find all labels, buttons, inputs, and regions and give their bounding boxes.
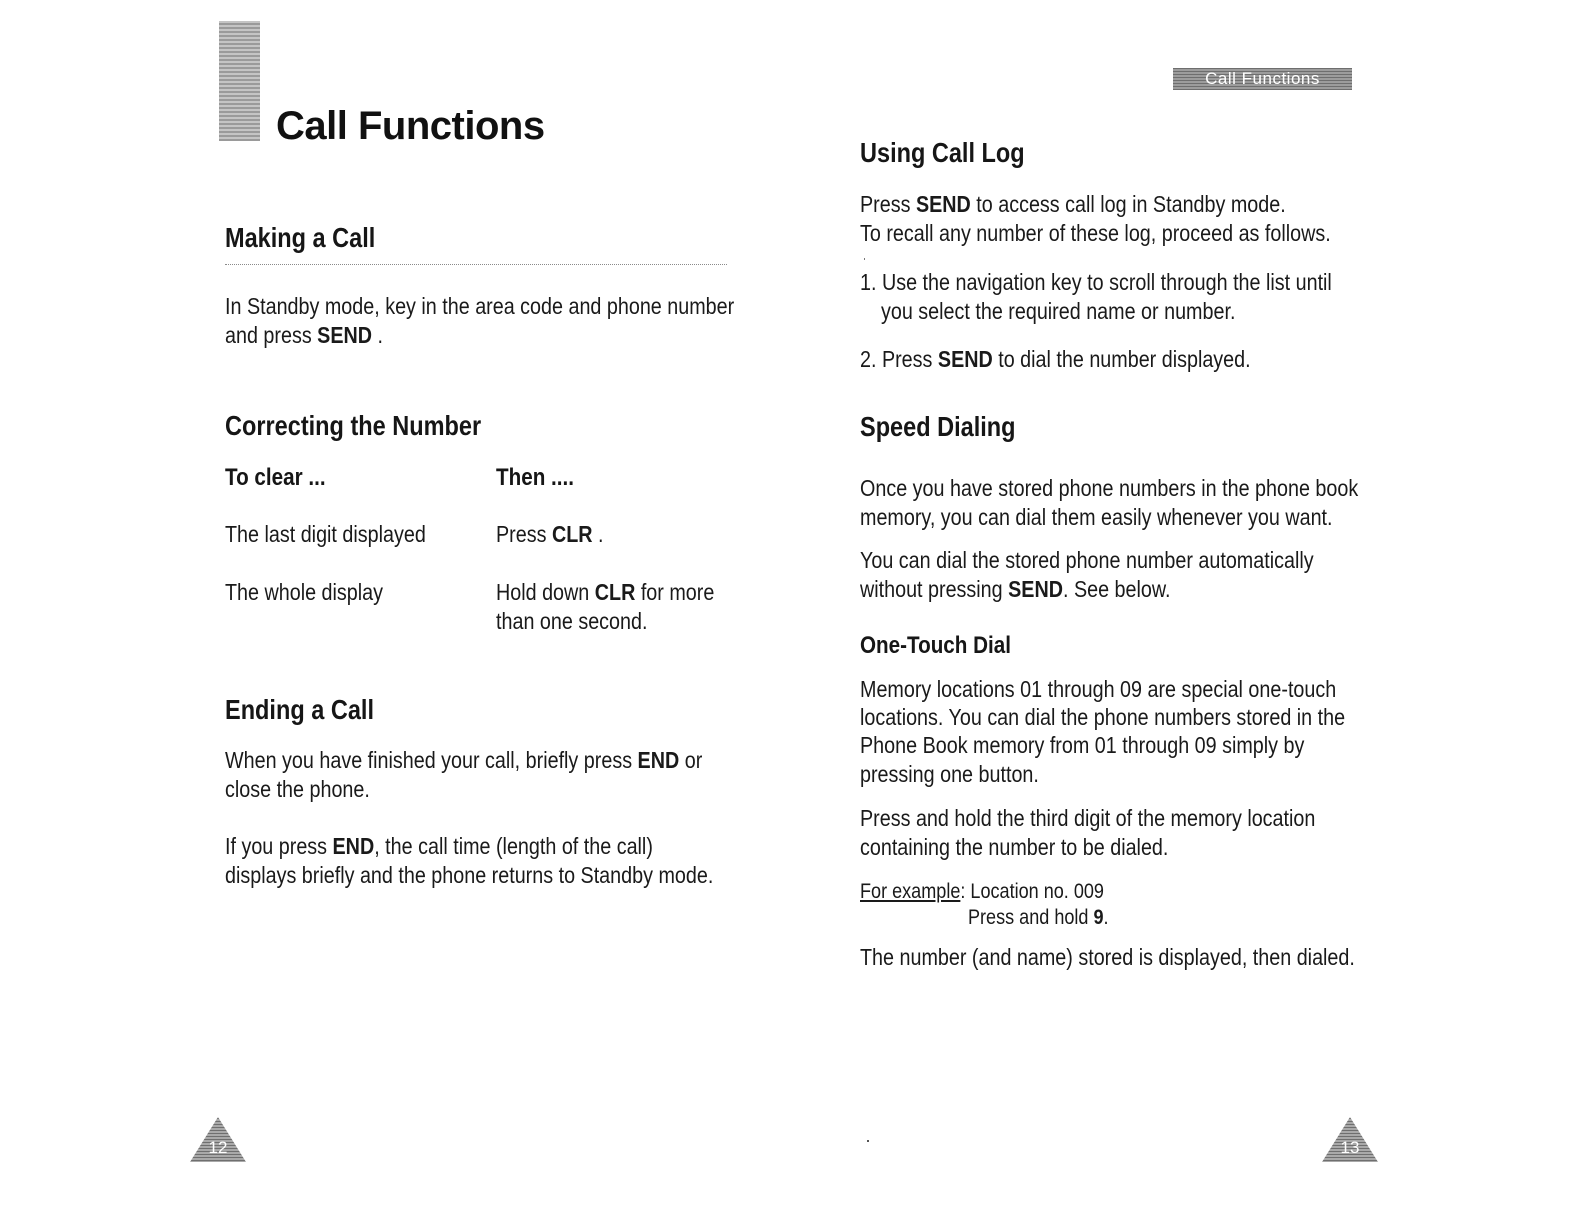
speed-dialing-p1-line-1: Once you have stored phone numbers in the phone book bbox=[860, 475, 1359, 501]
table-row-2-clear: The whole display bbox=[225, 579, 384, 605]
call-log-line-1: Press SEND to access call log in Standby mode. bbox=[860, 191, 1286, 217]
speed-dialing-p1-line-2: memory, you can dial them easily whenever you want. bbox=[860, 504, 1333, 530]
one-touch-p2-line-2: containing the number to be dialed. bbox=[860, 834, 1169, 860]
making-call-line-2: and press SEND . bbox=[225, 322, 383, 348]
table-row-2-then-line-2: than one second. bbox=[496, 608, 648, 634]
running-header-label: Call Functions bbox=[1205, 69, 1320, 88]
speed-dialing-p2-line-1: You can dial the stored phone number automatically bbox=[860, 547, 1314, 573]
scan-speck bbox=[864, 258, 865, 260]
page-number-badge-right bbox=[1320, 1115, 1380, 1163]
call-log-line-2: To recall any number of these log, proceed as follows. bbox=[860, 220, 1331, 246]
call-log-title: Using Call Log bbox=[860, 137, 1025, 168]
one-touch-p2-line-1: Press and hold the third digit of the memory location bbox=[860, 805, 1316, 831]
speed-dialing-title: Speed Dialing bbox=[860, 411, 1016, 442]
table-header-to-clear: To clear ... bbox=[225, 464, 326, 491]
one-touch-p1-line-3: Phone Book memory from 01 through 09 simply by bbox=[860, 732, 1305, 758]
running-header-tab bbox=[1173, 68, 1352, 90]
speed-dialing-p2-line-2: without pressing SEND. See below. bbox=[860, 576, 1171, 602]
call-log-step-1-line-2: you select the required name or number. bbox=[881, 298, 1236, 324]
page-number: 12 bbox=[208, 1138, 228, 1157]
table-header-then: Then .... bbox=[496, 464, 574, 491]
table-row-1-clear: The last digit displayed bbox=[225, 521, 426, 547]
chapter-title: Call Functions bbox=[276, 104, 545, 148]
send-key: SEND bbox=[937, 346, 993, 372]
section-divider bbox=[225, 264, 727, 265]
clr-key: CLR bbox=[594, 579, 636, 605]
example-line-2: Press and hold 9. bbox=[968, 905, 1109, 929]
page-number-badge-left bbox=[188, 1115, 248, 1163]
digit-key: 9 bbox=[1093, 905, 1104, 929]
one-touch-final-line: The number (and name) stored is displayed, then dialed. bbox=[860, 944, 1355, 970]
ending-call-title: Ending a Call bbox=[225, 694, 374, 725]
ending-call-p2-line-2: displays briefly and the phone returns to Standby mode. bbox=[225, 862, 714, 888]
ending-call-p1-line-2: close the phone. bbox=[225, 776, 370, 802]
example-line-1: For example: Location no. 009 bbox=[860, 879, 1104, 903]
call-log-step-2: 2. Press SEND to dial the number displayed. bbox=[860, 346, 1251, 372]
ending-call-p1-line-1: When you have finished your call, briefly press END or bbox=[225, 747, 703, 773]
table-row-1-then: Press CLR . bbox=[496, 521, 604, 547]
one-touch-p1-line-2: locations. You can dial the phone numbers stored in the bbox=[860, 704, 1346, 730]
one-touch-p1-line-1: Memory locations 01 through 09 are special one-touch bbox=[860, 676, 1337, 702]
correcting-number-title: Correcting the Number bbox=[225, 410, 482, 441]
table-row-2-then: Hold down CLR for more bbox=[496, 579, 715, 605]
one-touch-dial-title: One-Touch Dial bbox=[860, 632, 1011, 659]
chapter-marker-bar bbox=[219, 21, 260, 141]
making-call-title: Making a Call bbox=[225, 222, 376, 253]
ending-call-p2-line-1: If you press END, the call time (length of the call) bbox=[225, 833, 653, 859]
call-log-step-1-line-1: 1. Use the navigation key to scroll through the list until bbox=[860, 269, 1332, 295]
end-key: END bbox=[332, 833, 375, 859]
example-label: For example bbox=[860, 879, 961, 903]
send-key: SEND bbox=[915, 191, 971, 217]
making-call-line-1: In Standby mode, key in the area code and phone number bbox=[225, 293, 735, 319]
end-key: END bbox=[637, 747, 680, 773]
send-key: SEND bbox=[317, 322, 373, 348]
send-key: SEND bbox=[1008, 576, 1063, 602]
triangle-icon bbox=[1320, 1115, 1380, 1163]
page-number: 13 bbox=[1340, 1138, 1360, 1157]
triangle-icon bbox=[188, 1115, 248, 1163]
one-touch-p1-line-4: pressing one button. bbox=[860, 761, 1039, 787]
scan-speck bbox=[867, 1140, 869, 1142]
clr-key: CLR bbox=[551, 521, 593, 547]
